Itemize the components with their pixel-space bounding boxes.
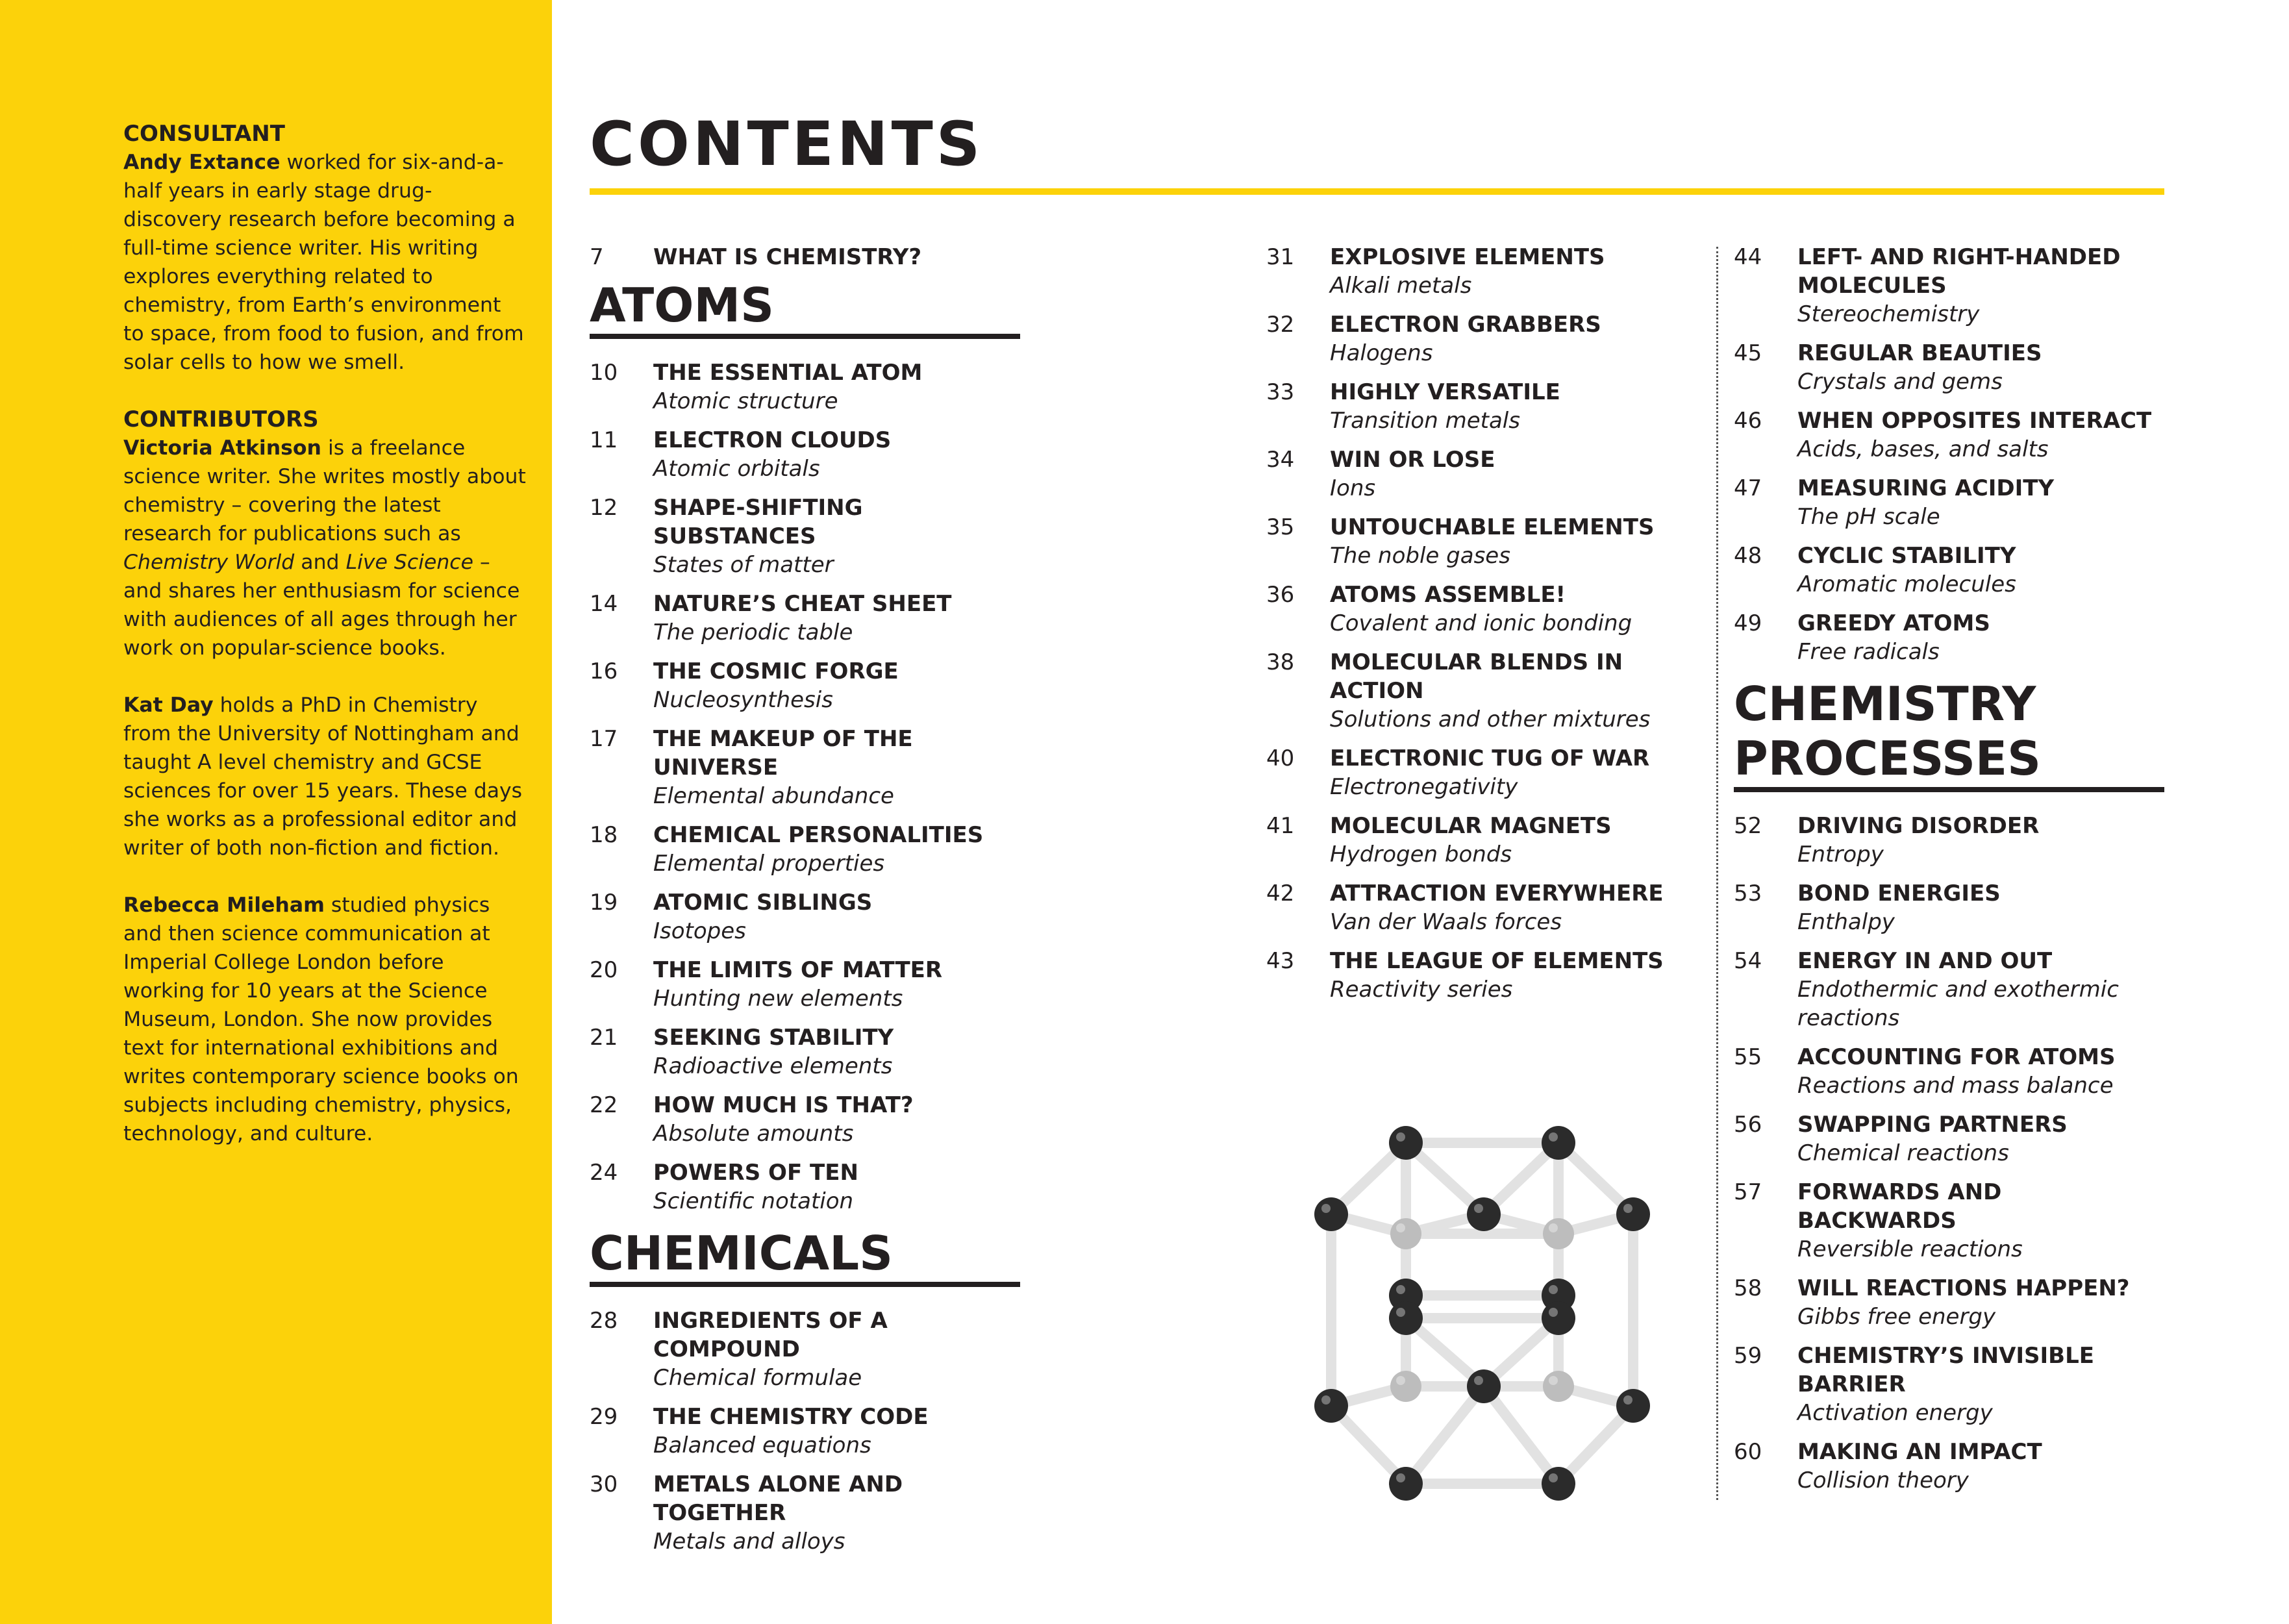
lattice-atom-highlight xyxy=(1396,1376,1405,1385)
entry-title: ELECTRON GRABBERS xyxy=(1330,312,1601,338)
entry-subtitle: Collision theory xyxy=(1797,1468,1969,1493)
entry-subtitle: Elemental properties xyxy=(653,851,885,877)
bio-text: holds a PhD in Chemistry from the University of Nottingham and taught A level chemistry and GCSE sciences for over 15 years. These days she works as a professional editor and writer of both non-fiction and fiction. xyxy=(123,693,523,860)
page-number: 59 xyxy=(1734,1343,1762,1369)
bio-text: studied physics and then science communication at Imperial College London before working for 10 years at the Science Museum, London. She now provides text for international exhibitions and writes contemporary science books on subjects including chemistry, physics, technology, and culture. xyxy=(123,893,519,1145)
entry-title: THE CHEMISTRY CODE xyxy=(653,1404,929,1430)
contents-entry xyxy=(590,243,1021,271)
entry-title: THE LEAGUE OF ELEMENTS xyxy=(1330,948,1664,974)
entry-subtitle: Scientific notation xyxy=(653,1188,854,1214)
entry-title: ACCOUNTING FOR ATOMS xyxy=(1797,1044,2116,1070)
page-number: 48 xyxy=(1734,543,1762,569)
entry-title: WHEN OPPOSITES INTERACT xyxy=(1797,408,2152,434)
entry-title: INGREDIENTS OF A COMPOUND xyxy=(653,1308,888,1362)
entry-title: MOLECULAR BLENDS IN ACTION xyxy=(1330,649,1623,704)
entry-title: MAKING AN IMPACT xyxy=(1797,1439,2042,1465)
page-number: 19 xyxy=(590,890,618,916)
lattice-atom-light xyxy=(1390,1218,1421,1249)
contents-entry xyxy=(590,725,1021,810)
entry-title: REGULAR BEAUTIES xyxy=(1797,340,2042,366)
lattice-atom-highlight xyxy=(1321,1204,1331,1213)
contents-column-1 xyxy=(590,243,1021,1566)
page-number: 36 xyxy=(1266,582,1295,608)
person-name: Andy Extance xyxy=(123,151,281,174)
contents-entry xyxy=(590,1158,1021,1216)
contents-entry xyxy=(1734,812,2166,869)
entry-subtitle: Halogens xyxy=(1330,340,1433,366)
entry-subtitle: Enthalpy xyxy=(1797,909,1895,935)
contents-entry xyxy=(1734,542,2166,599)
lattice-atom-dark xyxy=(1467,1197,1501,1231)
lattice-bond xyxy=(1484,1386,1558,1484)
contents-entry xyxy=(590,590,1021,647)
contents-entry xyxy=(1734,406,2166,464)
lattice-atom-highlight xyxy=(1549,1132,1558,1142)
entry-title: WIN OR LOSE xyxy=(1330,447,1495,473)
lattice-atom-dark xyxy=(1389,1467,1423,1501)
page-number: 31 xyxy=(1266,244,1295,270)
page-number: 34 xyxy=(1266,447,1295,473)
entry-title: GREEDY ATOMS xyxy=(1797,610,1990,636)
entry-title: THE LIMITS OF MATTER xyxy=(653,957,943,983)
contents-entry xyxy=(1734,1043,2166,1100)
page-number: 11 xyxy=(590,427,618,453)
page-number: 41 xyxy=(1266,813,1295,839)
contents-entry xyxy=(590,888,1021,945)
page-number: 24 xyxy=(590,1160,618,1186)
entry-subtitle: Elemental abundance xyxy=(653,783,894,809)
contents-entry xyxy=(590,657,1021,714)
lattice-atom-dark xyxy=(1542,1301,1575,1335)
lattice-atom-highlight xyxy=(1474,1376,1483,1385)
entry-subtitle: Chemical formulae xyxy=(653,1365,862,1391)
entry-title: CHEMISTRY’S INVISIBLE BARRIER xyxy=(1797,1343,2094,1397)
contents-entry xyxy=(1734,1342,2166,1427)
entry-title: CYCLIC STABILITY xyxy=(1797,543,2016,569)
page-title: CONTENTS xyxy=(590,109,984,180)
page-number: 55 xyxy=(1734,1044,1762,1070)
entry-subtitle: Crystals and gems xyxy=(1797,369,2003,395)
entry-subtitle: Gibbs free energy xyxy=(1797,1304,1996,1330)
entry-subtitle: States of matter xyxy=(653,552,834,578)
entry-title: ATTRACTION EVERYWHERE xyxy=(1330,881,1664,906)
entry-subtitle: Reversible reactions xyxy=(1797,1236,2023,1262)
contents-entry xyxy=(1734,1178,2166,1264)
contents-entry xyxy=(1266,243,1682,300)
contents-entry xyxy=(1734,1438,2166,1495)
contents-entry xyxy=(590,493,1021,579)
lattice-atom-highlight xyxy=(1396,1308,1405,1317)
page-number: 22 xyxy=(590,1092,618,1118)
contents-entry xyxy=(590,358,1021,416)
lattice-atom-highlight xyxy=(1623,1395,1632,1405)
page-number: 7 xyxy=(590,244,604,270)
lattice-atom-highlight xyxy=(1321,1395,1331,1405)
contents-column-2 xyxy=(1266,243,1682,1014)
page-number: 20 xyxy=(590,957,618,983)
page-number: 30 xyxy=(590,1471,618,1497)
consultant-bio xyxy=(123,148,526,377)
page-number: 49 xyxy=(1734,610,1762,636)
contents-entry xyxy=(590,426,1021,483)
entry-subtitle: Transition metals xyxy=(1330,408,1520,434)
contents-entry xyxy=(1266,947,1682,1004)
page-number: 33 xyxy=(1266,379,1295,405)
entry-subtitle: Nucleosynthesis xyxy=(653,687,833,713)
lattice-atom-dark xyxy=(1616,1197,1650,1231)
contents-entry xyxy=(1266,744,1682,801)
page-number: 12 xyxy=(590,495,618,521)
contributor-bio xyxy=(123,691,526,862)
entry-subtitle: Aromatic molecules xyxy=(1797,571,2016,597)
lattice-atom-highlight xyxy=(1396,1285,1405,1294)
page-number: 44 xyxy=(1734,244,1762,270)
consultant-block xyxy=(123,119,526,377)
lattice-atom-highlight xyxy=(1396,1473,1405,1482)
entry-title: POWERS OF TEN xyxy=(653,1160,858,1186)
contents-entry xyxy=(1266,445,1682,503)
page-number: 46 xyxy=(1734,408,1762,434)
entry-title: METALS ALONE AND TOGETHER xyxy=(653,1471,903,1526)
contents-entry xyxy=(590,1091,1021,1148)
lattice-atom-highlight xyxy=(1549,1308,1558,1317)
page-number: 57 xyxy=(1734,1179,1762,1205)
contents-entry xyxy=(1734,609,2166,666)
page-number: 56 xyxy=(1734,1112,1762,1138)
entry-subtitle: Atomic orbitals xyxy=(653,456,820,482)
person-name: Kat Day xyxy=(123,693,214,717)
lattice-atom-highlight xyxy=(1396,1223,1405,1232)
entry-title: THE MAKEUP OF THE UNIVERSE xyxy=(653,726,913,781)
page-number: 18 xyxy=(590,822,618,848)
entry-title: HIGHLY VERSATILE xyxy=(1330,379,1560,405)
page-number: 60 xyxy=(1734,1439,1762,1465)
person-name: Victoria Atkinson xyxy=(123,436,321,460)
entry-subtitle: Solutions and other mixtures xyxy=(1330,706,1651,732)
entry-subtitle: Activation energy xyxy=(1797,1400,1993,1426)
lattice-atom-dark xyxy=(1389,1301,1423,1335)
lattice-atom-highlight xyxy=(1549,1223,1558,1232)
contents-entry xyxy=(1734,474,2166,531)
bio-text: is a freelance science writer. She writes mostly about chemistry – covering the latest research for publications such as xyxy=(123,436,526,545)
contents-entry xyxy=(590,821,1021,878)
publication-name: Chemistry World xyxy=(123,551,295,574)
contents-entry xyxy=(1734,339,2166,396)
contents-entry xyxy=(1734,1110,2166,1168)
page-number: 32 xyxy=(1266,312,1295,338)
page-number: 38 xyxy=(1266,649,1295,675)
page-number: 10 xyxy=(590,360,618,386)
crystal-lattice-icon xyxy=(1299,1110,1662,1519)
lattice-atom-highlight xyxy=(1549,1473,1558,1482)
entry-subtitle: Endothermic and exothermic reactions xyxy=(1797,977,2119,1031)
entry-title: ATOMIC SIBLINGS xyxy=(653,890,873,916)
entry-subtitle: Balanced equations xyxy=(653,1432,871,1458)
contents-entry xyxy=(1734,243,2166,329)
entry-subtitle: Metals and alloys xyxy=(653,1529,845,1555)
entry-subtitle: Hunting new elements xyxy=(653,986,903,1012)
entry-subtitle: Ions xyxy=(1330,475,1376,501)
entry-subtitle: Covalent and ionic bonding xyxy=(1330,610,1632,636)
entry-title: BOND ENERGIES xyxy=(1797,881,2001,906)
page-number: 16 xyxy=(590,658,618,684)
lattice-atom-highlight xyxy=(1623,1204,1632,1213)
entry-title: HOW MUCH IS THAT? xyxy=(653,1092,914,1118)
contents-entry xyxy=(590,1470,1021,1556)
contents-entry xyxy=(1266,648,1682,734)
title-rule xyxy=(590,188,2164,195)
entry-title: MEASURING ACIDITY xyxy=(1797,475,2055,501)
entry-subtitle: Reactivity series xyxy=(1330,977,1513,1003)
page-number: 58 xyxy=(1734,1275,1762,1301)
page-number: 29 xyxy=(590,1404,618,1430)
lattice-atom-dark xyxy=(1542,1467,1575,1501)
entry-title: ELECTRONIC TUG OF WAR xyxy=(1330,745,1650,771)
contents-entry xyxy=(590,1403,1021,1460)
contributors-block xyxy=(123,405,526,1148)
column-divider xyxy=(1716,247,1718,1500)
lattice-atom-dark xyxy=(1542,1126,1575,1160)
lattice-atom-light xyxy=(1543,1218,1574,1249)
lattice-atom-dark xyxy=(1467,1369,1501,1403)
contents-entry xyxy=(1734,947,2166,1032)
lattice-atom-light xyxy=(1543,1371,1574,1402)
bio-text: and xyxy=(294,551,346,574)
entry-title: ATOMS ASSEMBLE! xyxy=(1330,582,1566,608)
entry-subtitle: Free radicals xyxy=(1797,639,1940,665)
page-number: 53 xyxy=(1734,881,1762,906)
page-number: 35 xyxy=(1266,514,1295,540)
contributor-bio xyxy=(123,891,526,1148)
contents-entry xyxy=(590,1306,1021,1392)
page-number: 14 xyxy=(590,591,618,617)
contents-entry xyxy=(1266,812,1682,869)
entry-subtitle: The pH scale xyxy=(1797,504,1940,530)
page-number: 42 xyxy=(1266,881,1295,906)
entry-title: DRIVING DISORDER xyxy=(1797,813,2040,839)
entry-title: NATURE’S CHEAT SHEET xyxy=(653,591,952,617)
person-name: Rebecca Mileham xyxy=(123,893,325,917)
contributors-heading: CONTRIBUTORS xyxy=(123,406,319,432)
sidebar xyxy=(0,0,552,1624)
entry-title: SEEKING STABILITY xyxy=(653,1025,894,1051)
entry-subtitle: Alkali metals xyxy=(1330,273,1472,299)
page-number: 40 xyxy=(1266,745,1295,771)
page-number: 54 xyxy=(1734,948,1762,974)
entry-title: SHAPE-SHIFTING SUBSTANCES xyxy=(653,495,863,549)
section-heading: CHEMISTRY PROCESSES xyxy=(1734,677,2164,792)
contents-entry xyxy=(1266,581,1682,638)
entry-subtitle: Van der Waals forces xyxy=(1330,909,1562,935)
entry-subtitle: Stereochemistry xyxy=(1797,301,1980,327)
page-number: 43 xyxy=(1266,948,1295,974)
lattice-atom-highlight xyxy=(1474,1204,1483,1213)
lattice-atom-dark xyxy=(1616,1389,1650,1423)
contents-entry xyxy=(1266,378,1682,435)
entry-title: ELECTRON CLOUDS xyxy=(653,427,892,453)
entry-title: CHEMICAL PERSONALITIES xyxy=(653,822,984,848)
contributors-bios xyxy=(123,434,526,1148)
entry-subtitle: The noble gases xyxy=(1330,543,1510,569)
lattice-atom-dark xyxy=(1314,1197,1348,1231)
entry-title: ENERGY IN AND OUT xyxy=(1797,948,2053,974)
entry-title: FORWARDS AND BACKWARDS xyxy=(1797,1179,2002,1234)
entry-title: SWAPPING PARTNERS xyxy=(1797,1112,2068,1138)
lattice-atom-highlight xyxy=(1549,1376,1558,1385)
lattice-atom-dark xyxy=(1314,1389,1348,1423)
lattice-atom-light xyxy=(1390,1371,1421,1402)
entry-title: WHAT IS CHEMISTRY? xyxy=(653,244,922,270)
entry-subtitle: Chemical reactions xyxy=(1797,1140,2009,1166)
entry-subtitle: Acids, bases, and salts xyxy=(1797,436,2049,462)
lattice-atom-highlight xyxy=(1396,1132,1405,1142)
entry-subtitle: Radioactive elements xyxy=(653,1053,893,1079)
bio-text: – and shares her enthusiasm for science with audiences of all ages through her work on popular-science books. xyxy=(123,551,520,660)
entry-title: MOLECULAR MAGNETS xyxy=(1330,813,1612,839)
entry-title: WILL REACTIONS HAPPEN? xyxy=(1797,1275,2130,1301)
entry-subtitle: Hydrogen bonds xyxy=(1330,842,1512,868)
contents-entry xyxy=(590,1023,1021,1081)
contents-entry xyxy=(1266,513,1682,570)
page-number: 52 xyxy=(1734,813,1762,839)
entry-subtitle: Entropy xyxy=(1797,842,1884,868)
contents-entry xyxy=(1734,1274,2166,1331)
entry-title: THE ESSENTIAL ATOM xyxy=(653,360,923,386)
page-number: 21 xyxy=(590,1025,618,1051)
bio-text: worked for six-and-a-half years in early stage drug-discovery research before becoming a full-time science writer. His writing explores everything related to chemistry, from Earth’s environment to space, from food to fusion, and from solar cells to how we smell. xyxy=(123,151,524,374)
page-number: 28 xyxy=(590,1308,618,1334)
entry-subtitle: The periodic table xyxy=(653,619,853,645)
section-heading: CHEMICALS xyxy=(590,1226,1020,1287)
entry-subtitle: Absolute amounts xyxy=(653,1121,854,1147)
lattice-bond xyxy=(1406,1386,1484,1484)
publication-name: Live Science xyxy=(345,551,474,574)
lattice-atom-dark xyxy=(1389,1126,1423,1160)
page-number: 45 xyxy=(1734,340,1762,366)
entry-title: UNTOUCHABLE ELEMENTS xyxy=(1330,514,1655,540)
contents-entry xyxy=(1266,310,1682,368)
entry-subtitle: Reactions and mass balance xyxy=(1797,1073,2114,1099)
contents-column-3 xyxy=(1734,243,2166,1505)
entry-subtitle: Isotopes xyxy=(653,918,746,944)
section-heading: ATOMS xyxy=(590,278,1020,339)
contents-entry xyxy=(590,956,1021,1013)
page-number: 47 xyxy=(1734,475,1762,501)
entry-title: LEFT- AND RIGHT-HANDED MOLECULES xyxy=(1797,244,2121,299)
lattice-atom-highlight xyxy=(1549,1285,1558,1294)
contents-entry xyxy=(1734,879,2166,936)
entry-title: THE COSMIC FORGE xyxy=(653,658,899,684)
contributor-bio xyxy=(123,434,526,662)
page-number: 17 xyxy=(590,726,618,752)
entry-title: EXPLOSIVE ELEMENTS xyxy=(1330,244,1605,270)
entry-subtitle: Electronegativity xyxy=(1330,774,1518,800)
entry-subtitle: Atomic structure xyxy=(653,388,838,414)
consultant-heading: CONSULTANT xyxy=(123,121,285,147)
contents-entry xyxy=(1266,879,1682,936)
